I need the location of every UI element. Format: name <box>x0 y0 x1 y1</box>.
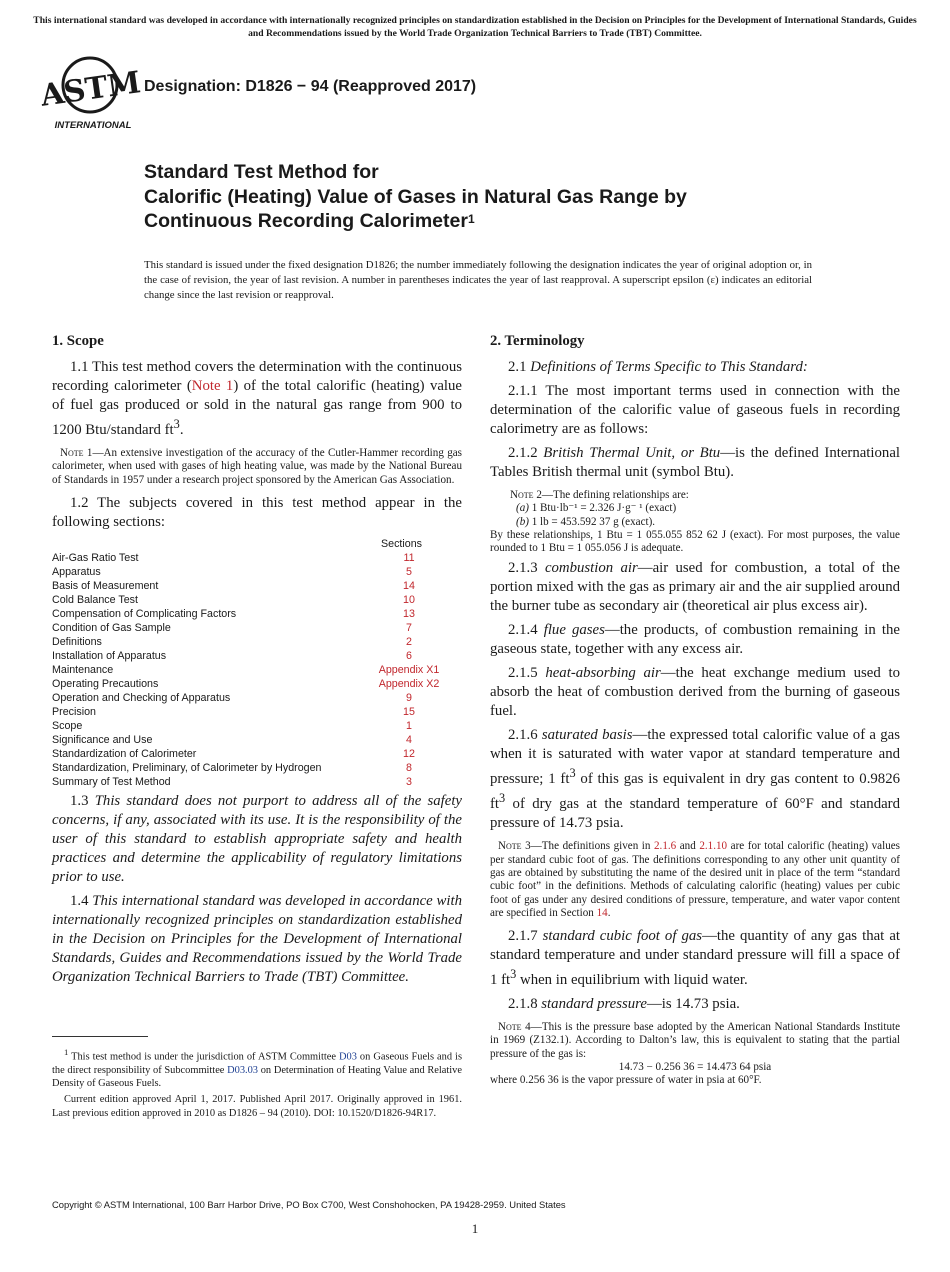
section-name: Standardization of Calorimeter <box>52 747 197 760</box>
para-2-1: 2.1 Definitions of Terms Specific to This Standard: <box>508 359 808 375</box>
section-row <box>52 677 462 691</box>
section-row <box>52 635 462 649</box>
section-number-link[interactable]: 13 <box>403 607 415 620</box>
section-row <box>52 733 462 747</box>
section-name: Maintenance <box>52 663 114 676</box>
section-name: Standardization, Preliminary, of Calorimeter by Hydrogen <box>52 761 322 774</box>
section-row <box>52 761 462 775</box>
para-1-4: 1.4 This international standard was developed in accordance with internationally recognized principles on standardization established in the Decision on Principles for the Development of International Standards, Guides and Recommendations issued by the World Trade Organization Technical Barriers to Trade (TBT) Committee. <box>52 892 462 985</box>
section-row <box>52 663 462 677</box>
astm-logo <box>38 55 143 138</box>
section-number-link[interactable]: Appendix X1 <box>378 663 440 676</box>
section-number-link[interactable]: 14 <box>403 579 415 592</box>
section-number-link[interactable]: 8 <box>406 761 412 774</box>
section-name: Definitions <box>52 635 102 648</box>
note-1: Note 1—An extensive investigation of the accuracy of the Cutler-Hammer recording gas calorimeter, when used with gases of high heating value, was made by the National Bureau of Standards in 1957 under a research project sponsored by the American Gas Association. <box>52 446 462 486</box>
note-4: Note 4—This is the pressure base adopted by the American National Standards Institute in 1969 (Z132.1). According to Dalton’s law, this is equivalent to stating that the partial pressure of the gas is: 14.73 − 0.256 36 = 14.473 64 psia where 0.256 36 is the vapor pressure of water in psia at 60°F. <box>490 1021 900 1087</box>
logo-subtext: INTERNATIONAL <box>54 120 132 131</box>
section-name: Significance and Use <box>52 733 153 746</box>
title-line-1: Standard Test Method for <box>144 161 379 183</box>
para-2-1-2: 2.1.2 British Thermal Unit, or Btu—is the defined International Tables British thermal unit (symbol Btu). <box>490 445 901 480</box>
section-number-link[interactable]: 6 <box>406 649 412 662</box>
footnote-edition: Current edition approved April 1, 2017. Published April 2017. Originally approved in 1961. Last previous edition approved in 2010 as D1826 – 94 (2010). DOI: 10.1520/D1826-94R17. <box>52 1094 462 1119</box>
para-2-1-6: 2.1.6 saturated basis—the expressed total calorific value of a gas when it is saturated with water vapor at standard temperature and pressure; 1 $ft^3$ of this gas is equivalent in dry gas content to 0.9826 $ft^3$ of dry gas at the standard temperature of 60°F and standard pressure of 14.73 psia. <box>490 727 900 832</box>
copyright: Copyright © ASTM International, 100 Barr Harbor Drive, PO Box C700, West Conshohocken, PA 19428-2959. United States <box>52 1199 566 1210</box>
section-number-link[interactable]: 4 <box>406 733 412 746</box>
section-row <box>52 775 462 789</box>
subcommittee-d0303-link[interactable]: D03.03 <box>227 1064 259 1076</box>
sections-header: Sections <box>381 537 422 550</box>
section-row <box>52 691 462 705</box>
designation: Designation: D1826 − 94 (Reapproved 2017) <box>144 78 477 95</box>
para-2-1-5: 2.1.5 heat-absorbing air—the heat exchange medium used to absorb the heat of combustion derived from the burning of gaseous fuel. <box>490 665 900 720</box>
section-number-link[interactable]: 9 <box>406 691 412 704</box>
section-row <box>52 551 462 565</box>
section-name: Basis of Measurement <box>52 579 159 592</box>
section-number-link[interactable]: 3 <box>406 775 412 788</box>
committee-d03-link[interactable]: D03 <box>339 1051 357 1063</box>
section-number-link[interactable]: 11 <box>403 551 415 564</box>
title-line-2: Calorific (Heating) Value of Gases in Natural Gas Range by <box>144 185 687 208</box>
para-1-2: 1.2 The subjects covered in this test method appear in the following sections: <box>52 494 462 530</box>
tbt-banner: This international standard was developed in accordance with internationally recognized principles on standardization established in the Decision on Principles for the Development of International Standards, Guides and Recommendations issued by the World Trade Organization Technical Barriers to Trade (TBT) Committee. <box>33 15 917 39</box>
section-name: Operating Precautions <box>52 677 159 690</box>
para-2-1-3: 2.1.3 combustion air—air used for combustion, a total of the portion mixed with the gas as primary air and the air supplied around the burner tube as secondary air (theoretical air plus excess air). <box>490 560 900 615</box>
note-2: Note 2—The defining relationships are: (a) 1 Btu·lb⁻¹ = 2.326 J·g⁻ ¹ (exact) (b) 1 lb = 453.592 37 g (exact). By these relationships, 1 Btu = 1 055.055 852 62 J (exact). For most purposes, the value rounded to 1 Btu = 1 055.056 J is adequate. <box>490 489 900 555</box>
issuance-notice: This standard is issued under the fixed designation D1826; the number immediately following the designation indicates the year of original adoption or, in the case of revision, the year of last revision. A number in parentheses indicates the year of last reapproval. A superscript epsilon (ε) indicates an editorial change since the last revision or reapproval. <box>144 259 812 301</box>
ref-section-14-link[interactable]: 14 <box>596 906 608 919</box>
section-name: Summary of Test Method <box>52 775 171 788</box>
note-4-equation: 14.73 − 0.256 36 = 14.473 64 psia <box>618 1060 772 1073</box>
section-number-link[interactable]: 2 <box>406 635 412 648</box>
para-1-1: 1.1 This test method covers the determination with the continuous recording calorimeter (Note 1) of the total calorific (heating) value of fuel gas produced or sold in the natural gas range from 900 to 1200 Btu/standard $ft^3$. <box>52 359 462 438</box>
para-2-1-8: 2.1.8 standard pressure—is 14.73 psia. <box>508 996 740 1013</box>
section-name: Operation and Checking of Apparatus <box>52 691 231 704</box>
footnotes <box>52 1046 462 1123</box>
section-row <box>52 621 462 635</box>
section-number-link[interactable]: 1 <box>406 719 412 732</box>
sections-table <box>52 537 462 789</box>
section-row <box>52 565 462 579</box>
title-footnote-mark: 1 <box>467 212 475 226</box>
section-row <box>52 579 462 593</box>
section-name: Compensation of Complicating Factors <box>52 607 237 620</box>
section-name: Installation of Apparatus <box>52 649 167 662</box>
section-number-link[interactable]: Appendix X2 <box>378 677 440 690</box>
section-row <box>52 649 462 663</box>
left-column <box>52 332 462 992</box>
title-line-3: Continuous Recording Calorimeter <box>144 210 468 232</box>
section-name: Condition of Gas Sample <box>52 621 171 634</box>
logo-text: ASTM <box>38 65 143 114</box>
page-number: 1 <box>471 1221 479 1236</box>
section-name: Cold Balance Test <box>52 593 138 606</box>
section-number-link[interactable]: 5 <box>406 565 412 578</box>
note-1-link[interactable]: Note 1 <box>191 378 234 394</box>
para-2-1-7: 2.1.7 standard cubic foot of gas—the quantity of any gas that at standard temperature and under standard pressure will fill a space of 1 $ft^3$ when in equilibrium with liquid water. <box>490 928 901 989</box>
section-name: Apparatus <box>52 565 101 578</box>
section-row <box>52 607 462 621</box>
section-row <box>52 705 462 719</box>
footnote-rule <box>52 1036 148 1037</box>
ref-2-1-6-link[interactable]: 2.1.6 <box>654 840 677 853</box>
section-number-link[interactable]: 12 <box>403 747 415 760</box>
scope-heading: 1. Scope <box>52 333 104 349</box>
para-2-1-4: 2.1.4 flue gases—the products, of combustion remaining in the gaseous state, together with any excess air. <box>490 622 900 658</box>
section-name: Air-Gas Ratio Test <box>52 551 139 564</box>
para-2-1-1: 2.1.1 The most important terms used in connection with the determination of the calorific value of gaseous fuels in recording calorimetry are as follows: <box>490 383 900 437</box>
para-1-3: 1.3 This standard does not purport to address all of the safety concerns, if any, associated with its use. It is the responsibility of the user of this standard to establish appropriate safety and health practices and determine the applicability of regulatory limitations prior to use. <box>52 792 462 885</box>
note-3: Note 3—The definitions given in 2.1.6 and 2.1.10 are for total calorific (heating) values per standard cubic foot of gas. The definitions corresponding to any other unit quantity of gas are obtained by substituting the name of the desired unit in place of the term “standard cubic foot” in the definitions. Methods of calculating calorific (heating) values per cubic foot of gas under any desired conditions of pressure, temperature, and water vapor content are specified in Section 14. <box>490 840 900 919</box>
document-title <box>144 160 844 234</box>
section-row <box>52 747 462 761</box>
section-row <box>52 593 462 607</box>
section-number-link[interactable]: 15 <box>403 705 415 718</box>
section-number-link[interactable]: 10 <box>403 593 415 606</box>
right-column <box>490 332 900 1088</box>
section-name: Scope <box>52 719 83 732</box>
footnote-1: $^1$ This test method is under the jurisdiction of ASTM Committee D03 on Gaseous Fuels and is the direct responsibility of Subcommittee D03.03 on Determination of Heating Value and Relative Density of Gaseous Fuels. <box>52 1047 462 1090</box>
ref-2-1-10-link[interactable]: 2.1.10 <box>699 840 728 853</box>
terminology-heading: 2. Terminology <box>490 333 585 349</box>
section-name: Precision <box>52 705 96 718</box>
section-number-link[interactable]: 7 <box>406 621 412 634</box>
section-row <box>52 719 462 733</box>
